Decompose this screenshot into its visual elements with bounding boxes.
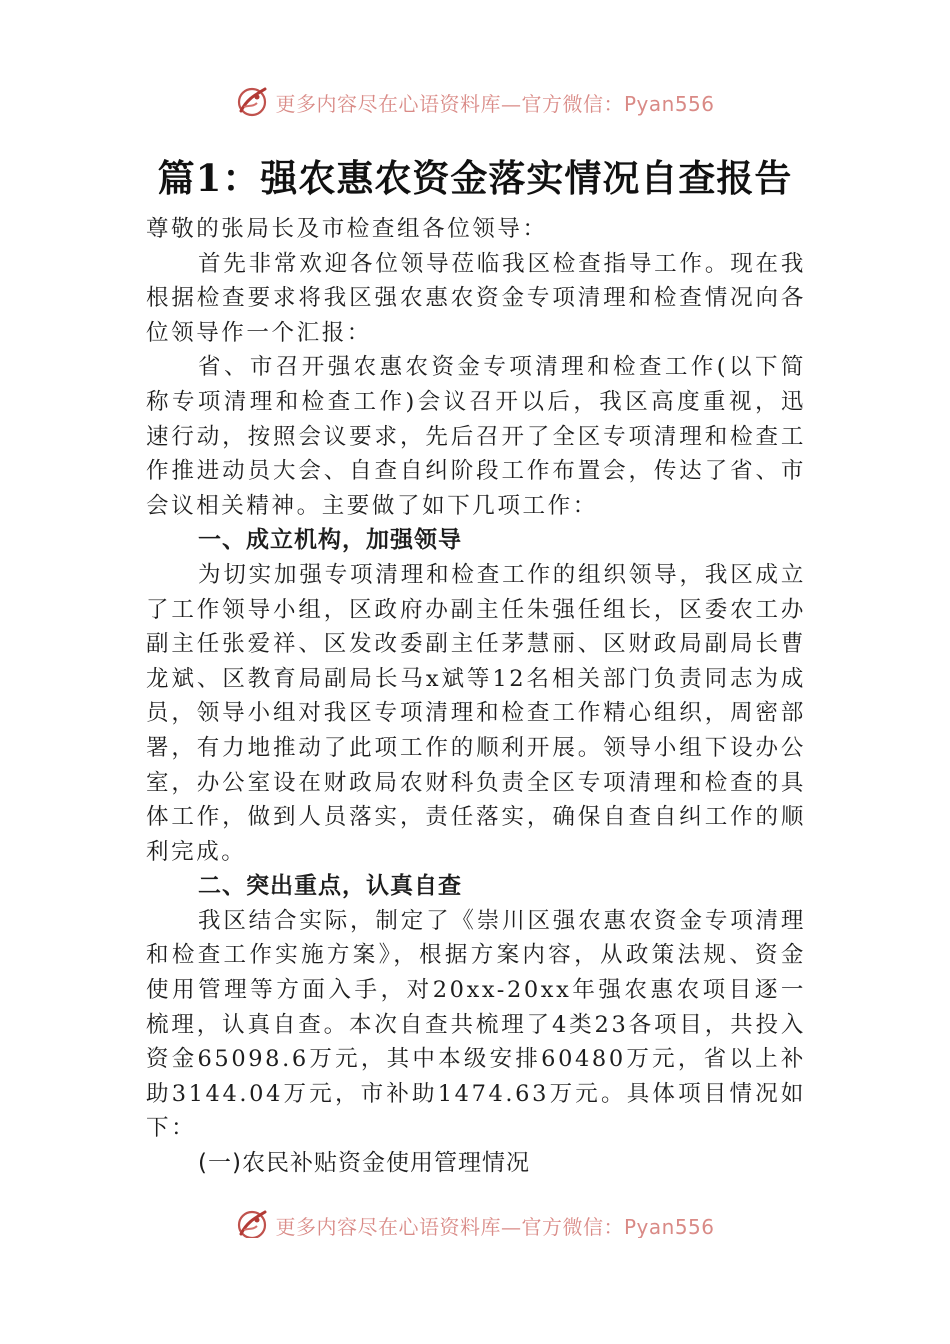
brand-logo-icon [235,1208,269,1238]
document-body [146,212,806,1181]
section2-paragraph: 我区结合实际，制定了《崇川区强农惠农资金专项清理和检查工作实施方案》，根据方案内容，从政策法规、资金使用管理等方面入手，对20xx-20xx年强农惠农项目逐一梳理，认真自查。本次自查共梳理了4类23各项目，共投入资金65098.6万元，其中本级安排60480万元，省以上补助3144.04万元，市补助1474.63万元。具体项目情况如下： [146,907,806,1142]
watermark-text: 更多内容尽在心语资料库—官方微信：Pyan556 [275,91,715,116]
salutation: 尊敬的张局长及市检查组各位领导： [146,216,548,242]
background-paragraph: 省、市召开强农惠农资金专项清理和检查工作(以下简称专项清理和检查工作)会议召开以后，我区高度重视，迅速行动，按照会议要求，先后召开了全区专项清理和检查工作推进动员大会、自查自纠阶段工作布置会，传达了省、市会议相关精神。主要做了如下几项工作： [146,354,806,519]
document-title: 篇1：强农惠农资金落实情况自查报告 [157,156,793,200]
brand-logo-icon [235,85,269,119]
section1-paragraph: 为切实加强专项清理和检查工作的组织领导，我区成立了工作领导小组，区政府办副主任朱强任组长，区委农工办副主任张爱祥、区发改委副主任茅慧丽、区财政局副局长曹龙斌、区教育局副局长马x斌等12名相关部门负责同志为成员，领导小组对我区专项清理和检查工作精心组织，周密部署，有力地推动了此项工作的顺利开展。领导小组下设办公室，办公室设在财政局农财科负责全区专项清理和检查的具体工作，做到人员落实，责任落实，确保自查自纠工作的顺利完成。 [146,561,806,865]
watermark-text: 更多内容尽在心语资料库—官方微信：Pyan556 [275,1214,715,1238]
subsection1-heading: (一)农民补贴资金使用管理情况 [198,1150,530,1177]
intro-paragraph: 首先非常欢迎各位领导莅临我区检查指导工作。现在我根据检查要求将我区强农惠农资金专项清理和检查情况向各位领导作一个汇报： [146,250,806,346]
watermark-banner-top [0,82,950,122]
section2-heading: 二、突出重点，认真自查 [198,873,462,900]
section1-heading: 一、成立机构，加强领导 [198,527,462,554]
watermark-banner-bottom [0,1202,950,1238]
